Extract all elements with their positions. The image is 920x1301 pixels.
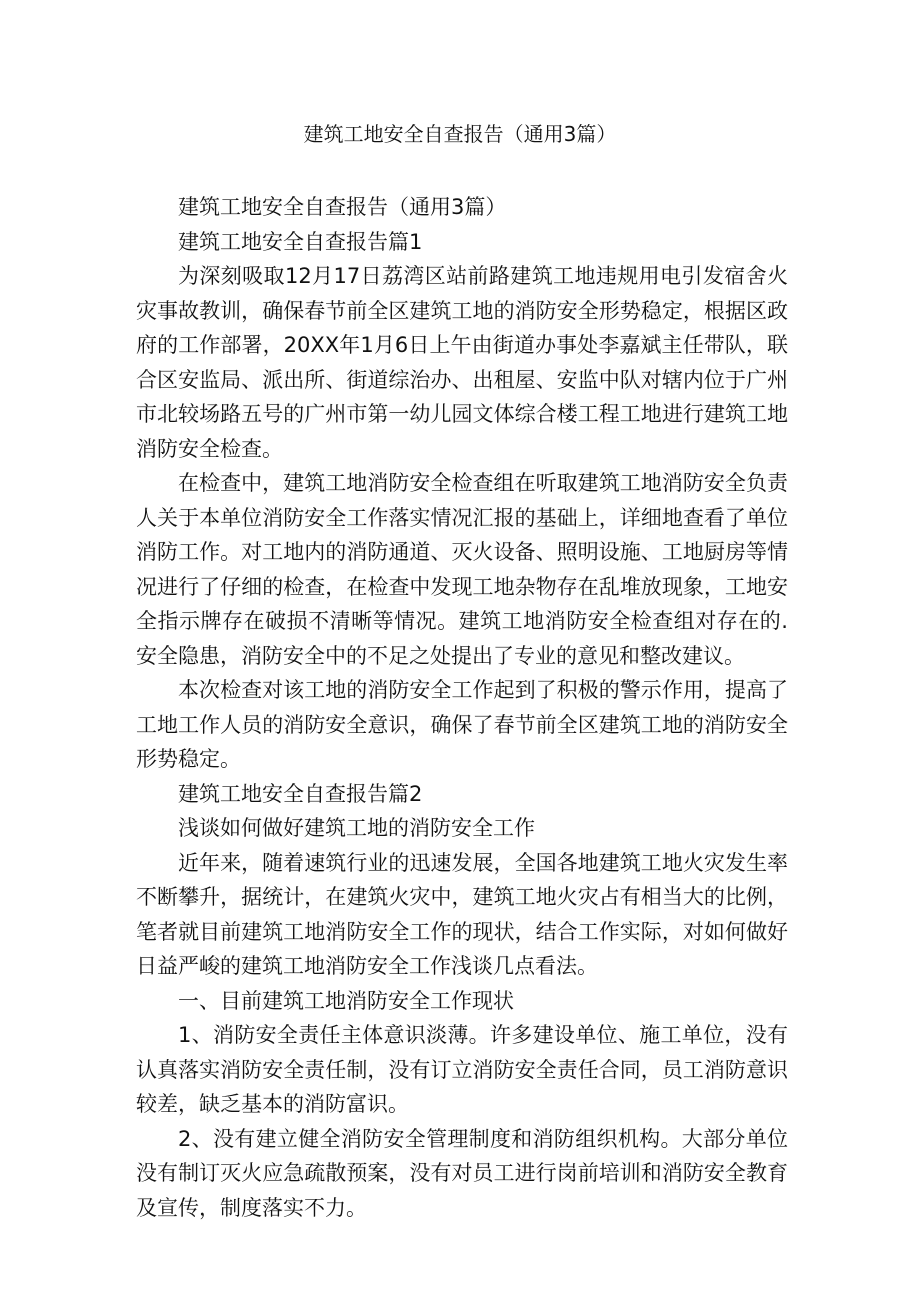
paragraph-section-heading: 一、目前建筑工地消防安全工作现状	[178, 988, 514, 1013]
paragraph: 在检查中，建筑工地消防安全检查组在听取建筑工地消防安全负责人关于本单位消防安全工作落实情况汇报的基础上，详细地查看了单位消防工作。对工地内的消防通道、灭火设备、照明设施、工地厨房等情况进行了仔细的检查，在检查中发现工地杂物存在乱堆放现象，工地安全指示牌存在破损不清晰等情况。建筑工地消防安全检查组对存在的.安全隐患，消防安全中的不足之处提出了专业的意见和整改建议。	[136, 471, 788, 668]
paragraph-subheading: 浅谈如何做好建筑工地的消防安全工作	[178, 816, 535, 840]
paragraph: 为深刻吸取12月17日荔湾区站前路建筑工地违规用电引发宿舍火灾事故教训，确保春节前全区建筑工地的消防安全形势稳定，根据区政府的工作部署，20XX年1月6日上午由街道办事处李嘉斌主任带队，联合区安监局、派出所、街道综治办、出租屋、安监中队对辖内位于广州市北较场路五号的广州市第一幼儿园文体综合楼工程工地进行建筑工地消防安全检查。	[136, 264, 788, 461]
document-title: 建筑工地安全自查报告（通用3篇）	[303, 122, 617, 146]
paragraph: 本次检查对该工地的消防安全工作起到了积极的警示作用，提高了工地工作人员的消防安全意识，确保了春节前全区建筑工地的消防安全形势稳定。	[136, 678, 788, 771]
paragraph: 近年来，随着速筑行业的迅速发展，全国各地建筑工地火灾发生率不断攀升，据统计，在建筑火灾中，建筑工地火灾占有相当大的比例，笔者就目前建筑工地消防安全工作的现状，结合工作实际，对如何做好日益严峻的建筑工地消防安全工作浅谈几点看法。	[136, 850, 788, 978]
document-body	[136, 190, 788, 1225]
paragraph-heading-part-2: 建筑工地安全自查报告篇2	[178, 781, 423, 806]
paragraph-heading-part-1: 建筑工地安全自查报告篇1	[178, 229, 423, 254]
paragraph-heading-main: 建筑工地安全自查报告（通用3篇）	[178, 195, 507, 219]
paragraph: 1、消防安全责任主体意识淡薄。许多建设单位、施工单位，没有认真落实消防安全责任制，没有订立消防安全责任合同，员工消防意识较差，缺乏基本的消防富识。	[136, 1023, 788, 1116]
paragraph: 2、没有建立健全消防安全管理制度和消防组织机构。大部分单位没有制订灭火应急疏散预案，没有对员工进行岗前培训和消防安全教育及宣传，制度落实不力。	[136, 1126, 788, 1220]
